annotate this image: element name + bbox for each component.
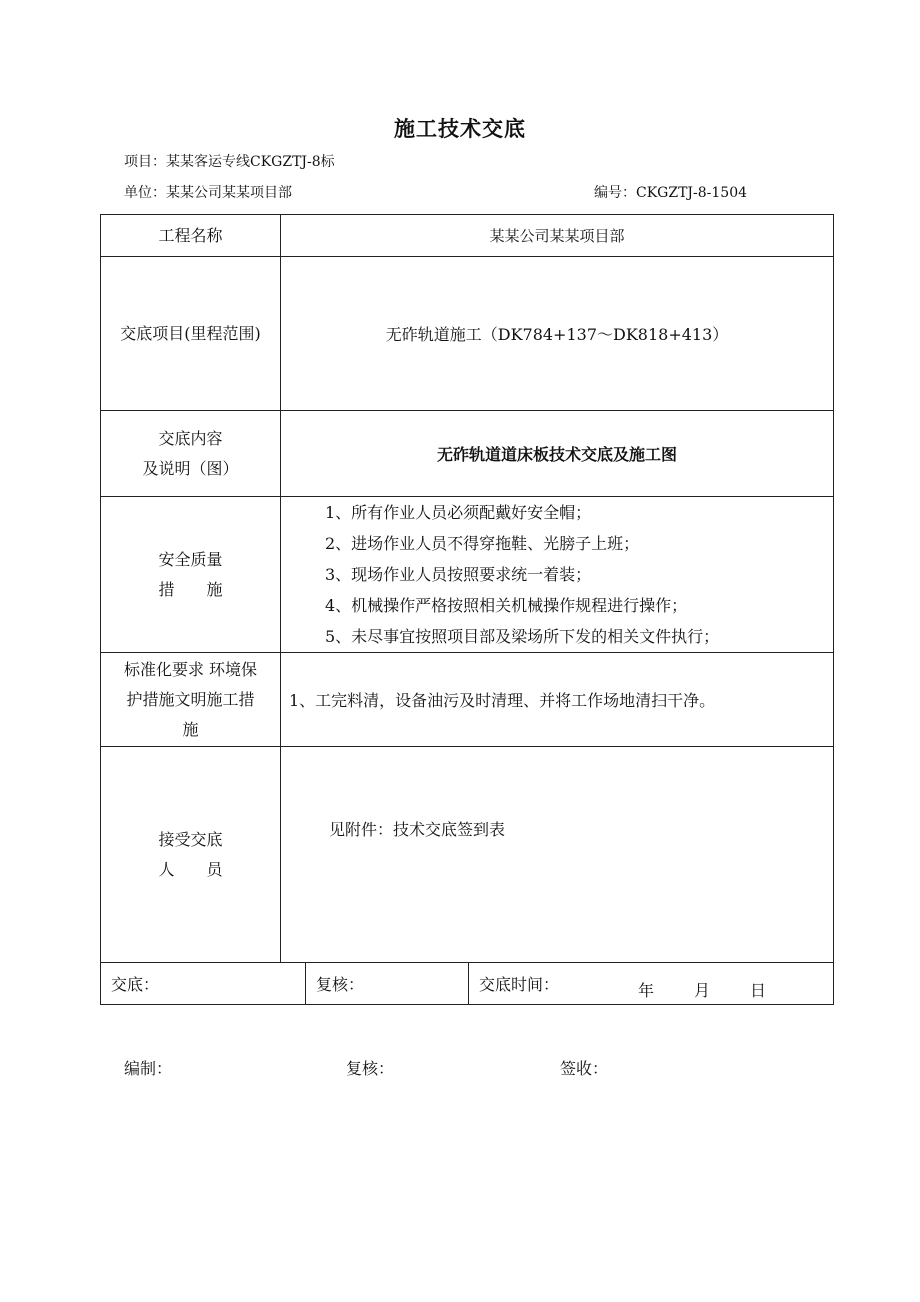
scope-label: 交底项目(里程范围)	[101, 257, 281, 411]
content-label	[101, 411, 281, 497]
day-label: 日	[750, 981, 767, 1000]
safety-label	[101, 497, 281, 653]
environment-label-line3: 施	[182, 719, 199, 739]
environment-value: 1、工完料清，设备油污及时清理、并将工作场地清扫干净。	[281, 653, 834, 747]
scope-value: 无砟轨道施工（DK784+137～DK818+413）	[281, 257, 834, 411]
row-content	[101, 411, 834, 497]
year-label: 年	[638, 981, 655, 1000]
time-cell: 交底时间：	[469, 963, 834, 1005]
row-scope	[101, 257, 834, 411]
row-environment	[101, 653, 834, 747]
environment-label	[101, 653, 281, 747]
content-label-line1: 交底内容	[158, 428, 223, 448]
safety-item: 5、未尽事宜按照项目部及梁场所下发的相关文件执行；	[325, 627, 720, 646]
receivers-value: 见附件：技术交底签到表	[329, 820, 506, 839]
safety-item: 1、所有作业人员必须配戴好安全帽；	[325, 503, 592, 522]
content-value: 无砟轨道道床板技术交底及施工图	[281, 411, 834, 497]
receivers-cell	[281, 747, 834, 963]
row-safety	[101, 497, 834, 653]
project-name-label: 工程名称	[101, 215, 281, 257]
review-cell: 复核：	[306, 963, 469, 1005]
safety-item: 2、进场作业人员不得穿拖鞋、光膀子上班；	[325, 534, 640, 553]
row-project-name	[101, 215, 834, 257]
row-footer	[101, 963, 834, 1005]
compiled-signature: 编制：	[124, 1059, 173, 1078]
safety-item: 3、现场作业人员按照要求统一着装；	[325, 565, 592, 584]
project-line: 项目：某某客运专线CKGZTJ-8标	[124, 154, 335, 170]
code-line: 编号：CKGZTJ-8-1504	[594, 185, 748, 201]
safety-item: 4、机械操作严格按照相关机械操作规程进行操作；	[325, 596, 688, 615]
receivers-label-line1: 接受交底	[158, 829, 223, 849]
environment-label-line2: 护措施文明施工措	[126, 689, 255, 709]
reviewed-signature: 复核：	[346, 1059, 395, 1078]
row-receivers	[101, 747, 834, 963]
safety-label-line1: 安全质量	[158, 549, 223, 569]
safety-items	[281, 497, 834, 653]
receivers-label	[101, 747, 281, 963]
received-signature: 签收：	[560, 1059, 609, 1078]
safety-label-line2: 措 施	[158, 579, 223, 599]
project-name-value: 某某公司某某项目部	[281, 215, 834, 257]
month-label: 月	[694, 981, 711, 1000]
document-title: 施工技术交底	[394, 116, 526, 141]
handover-table	[100, 214, 834, 1005]
environment-label-line1: 标准化要求 环境保	[123, 659, 258, 679]
handover-cell: 交底：	[101, 963, 306, 1005]
receivers-label-line2: 人 员	[158, 859, 223, 879]
unit-line: 单位：某某公司某某项目部	[124, 185, 292, 201]
content-label-line2: 及说明（图）	[142, 458, 239, 478]
